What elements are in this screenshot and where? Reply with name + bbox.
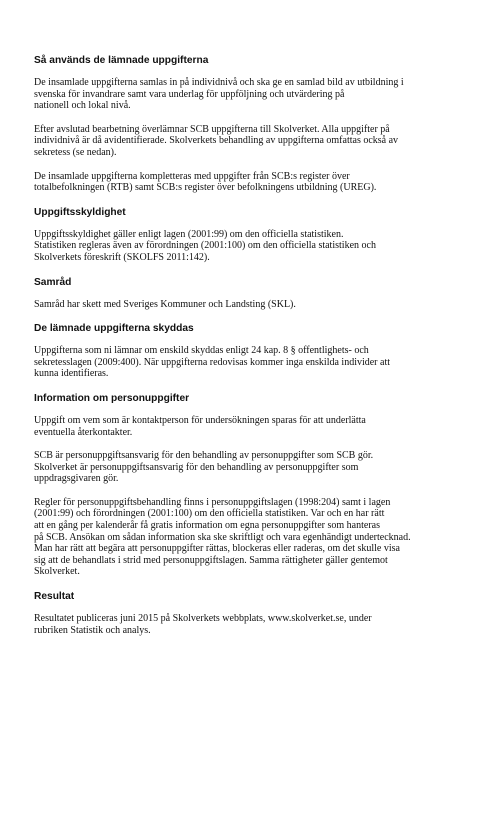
text-line: De insamlade uppgifterna samlas in på individnivå och ska ge en samlad bild av utbildning i — [34, 77, 404, 88]
text-line: totalbefolkningen (RTB) samt SCB:s register över befolkningens utbildning (UREG). — [34, 182, 377, 194]
text-line: nationell och lokal nivå. — [34, 100, 131, 112]
paragraph-protection-1 — [34, 345, 480, 380]
text-line: Efter avslutad bearbetning överlämnar SCB uppgifterna till Skolverket. Alla uppgifter på — [34, 123, 390, 135]
text-line: sig att de behandlats i strid med personuppgiftslagen. Samma rättigheter gäller gentemot — [34, 554, 388, 566]
text-line: Statistiken regleras även av förordningen (2001:100) om den officiella statistiken och — [34, 240, 376, 252]
text-line: Uppgift om vem som är kontaktperson för undersökningen sparas för att underlätta — [34, 414, 366, 426]
text-line: Man har rätt att begära att personuppgifter rättas, blockeras eller raderas, om det skulle visa — [34, 543, 400, 555]
paragraph-result-1 — [34, 613, 480, 636]
text-line: Skolverkets föreskrift (SKOLFS 2011:142). — [34, 251, 210, 263]
text-line: sekretess (se nedan). — [34, 146, 117, 158]
paragraph-personal-1 — [34, 415, 480, 438]
text-line: svenska för invandrare samt vara underlag för uppföljning och utvärdering på — [34, 88, 345, 100]
paragraph-obligation-1 — [34, 229, 480, 264]
heading-obligation: Uppgiftsskyldighet — [34, 206, 126, 218]
heading-personal: Information om personuppgifter — [34, 392, 190, 404]
text-line: SCB är personuppgiftsansvarig för den behandling av personuppgifter som SCB gör. — [34, 450, 374, 462]
text-line: individnivå är då avidentifierade. Skolverkets behandling av uppgifterna omfattas också av — [34, 135, 399, 147]
text-line: Skolverket. — [34, 566, 80, 578]
paragraph-personal-2 — [34, 450, 480, 485]
heading-usage: Så används de lämnade uppgifterna — [34, 55, 209, 66]
paragraph-consultation-1 — [34, 299, 480, 311]
paragraph-usage-3 — [34, 171, 480, 194]
text-line: på SCB. Ansökan om sådan information ska ske skriftligt och vara egenhändigt undertecknad. — [34, 531, 411, 543]
heading-result: Resultat — [34, 591, 75, 603]
text-line: Samråd har skett med Sveriges Kommuner och Landsting (SKL). — [34, 298, 296, 310]
text-line: att en gång per kalenderår få gratis information om egna personuppgifter som hanteras — [34, 520, 380, 532]
text-line: (2001:99) och förordningen (2001:100) om den officiella statistiken. Var och en har rätt — [34, 508, 385, 520]
text-line: kunna identifieras. — [34, 368, 109, 380]
text-line: Regler för personuppgiftsbehandling finns i personuppgiftslagen (1998:204) samt i lagen — [34, 496, 391, 508]
text-line: Skolverket är personuppgiftsansvarig för den behandling av personuppgifter som — [34, 461, 359, 473]
heading-protection: De lämnade uppgifterna skyddas — [34, 323, 194, 335]
heading-consultation: Samråd — [34, 276, 72, 288]
document-content — [34, 54, 480, 648]
text-line: rubriken Statistik och analys. — [34, 624, 151, 636]
text-line: Resultatet publiceras juni 2015 på Skolverkets webbplats, www.skolverket.se, under — [34, 613, 372, 625]
text-line: Uppgiftsskyldighet gäller enligt lagen (2001:99) om den officiella statistiken. — [34, 228, 344, 240]
paragraph-personal-3 — [34, 497, 480, 578]
text-line: sekretesslagen (2009:400). När uppgifterna redovisas kommer inga enskilda individer att — [34, 356, 391, 368]
paragraph-usage-2 — [34, 124, 480, 159]
paragraph-usage-1 — [34, 77, 480, 112]
text-line: eventuella återkontakter. — [34, 426, 133, 438]
text-line: De insamlade uppgifterna kompletteras med uppgifter från SCB:s register över — [34, 170, 350, 182]
text-line: Uppgifterna som ni lämnar om enskild skyddas enligt 24 kap. 8 § offentlighets- och — [34, 345, 369, 357]
text-line: uppdragsgivaren gör. — [34, 473, 119, 485]
